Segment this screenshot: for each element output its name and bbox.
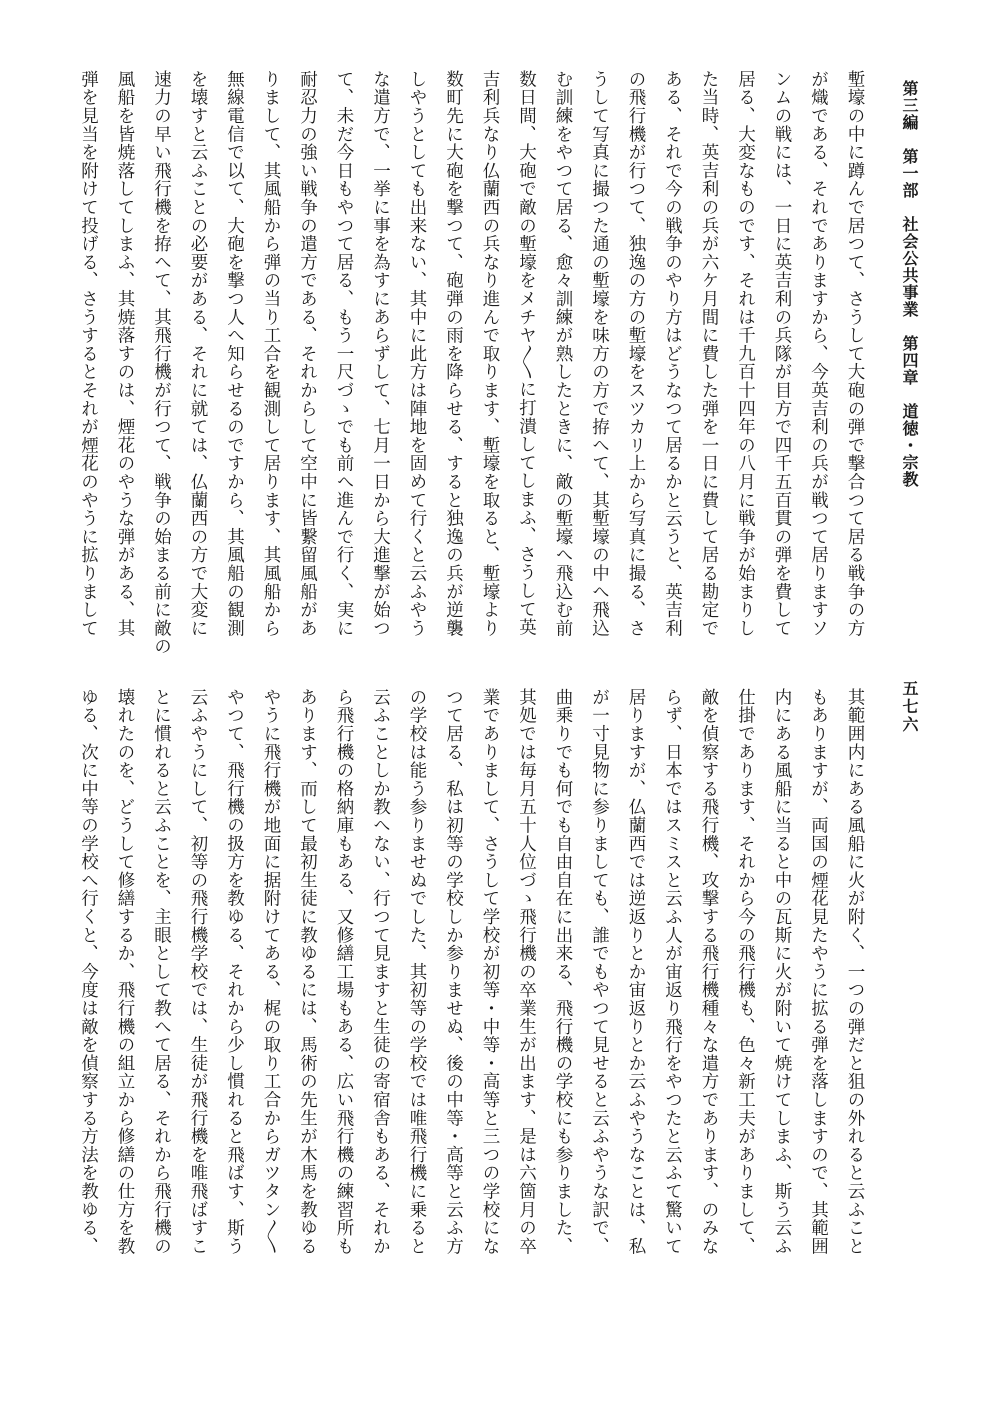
- page-number: 五七六: [900, 680, 919, 734]
- text-column: 業でありまして、さうして学校が初等・中等・高等と三つの学校にな: [480, 688, 500, 1256]
- text-column: とに慣れると云ふことを、主眼として教へて居る、それから飛行機の: [151, 688, 172, 1256]
- text-column: もありますが、両国の煙花見たやうに拡る弾を落しますので、其範囲: [808, 688, 829, 1256]
- running-header: 第三編 第一部 社会公共事業 第四章 道徳・宗教: [900, 80, 919, 488]
- text-column: 弾を見当を附けて投げる、さうするとそれが煙花のやうに拡りまして: [78, 70, 99, 638]
- text-column: 云ふやうにして、初等の飛行機学校では、生徒が飛行機を唯飛ばすこ: [188, 688, 208, 1256]
- text-column: 其範囲内にある風船に火が附く、一つの弾だと狙の外れると云ふこと: [845, 688, 865, 1256]
- text-column: 居りますが、仏蘭西では逆返りとか宙返りとか云ふやうなことは、私: [626, 688, 646, 1256]
- text-column: 数町先に大砲を撃つて、砲弾の雨を降らせる、すると独逸の兵が逆襲: [443, 70, 464, 638]
- text-column: 数日間、大砲で敵の塹壕をメチヤ〳〵に打潰してしまふ、さうして英: [516, 70, 537, 637]
- text-column: しやうとしても出来ない、其中に此方は陣地を固めて行くと云ふやう: [407, 70, 427, 638]
- text-column: 居る、大変なものです、それは千九百十四年の八月に戦争が始まりし: [735, 70, 756, 638]
- text-column: の飛行機が行つて、独逸の方の塹壕をスツカリ上から写真に撮る、さ: [626, 70, 646, 638]
- text-column: ンムの戦には、一日に英吉利の兵隊が目方で四千五百貫の弾を費して: [772, 70, 792, 638]
- text-column: りまして、其風船から弾の当り工合を観測して居ります、其風船から: [261, 70, 281, 638]
- lower-text-block: [70, 688, 873, 1336]
- text-column: た当時、英吉利の兵が六ケ月間に費した弾を一日に費して居る勘定で: [699, 70, 719, 638]
- text-column: あります、而して最初生徒に教ゆるには、馬術の先生が木馬を教ゆる: [297, 688, 318, 1256]
- text-column: な遣方で、一挙に事を為すにあらずして、七月一日から大進撃が始つ: [370, 70, 391, 638]
- text-column: やつて、飛行機の扱方を教ゆる、それから少し慣れると飛ばす、斯う: [224, 688, 245, 1256]
- text-column: て、未だ今日もやつて居る、もう一尺づゝでも前へ進んで行く、実に: [334, 70, 354, 638]
- text-column: 内にある風船に当ると中の瓦斯に火が附いて焼けてしまふ、斯う云ふ: [772, 688, 792, 1256]
- text-column: 無線電信で以て、大砲を撃つ人へ知らせるのですから、其風船の観測: [224, 70, 245, 638]
- upper-text-block: [70, 70, 873, 656]
- text-column: つて居る、私は初等の学校しか参りませぬ、後の中等・高等と云ふ方: [443, 688, 464, 1256]
- text-column: 速力の早い飛行機を拵へて、其飛行機が行つて、戦争の始まる前に敵の: [151, 70, 172, 656]
- text-column: が熾である、それでありますから、今英吉利の兵が戦つて居りますソ: [808, 70, 829, 638]
- text-column: 云ふことしか教へない、行つて見ますと生徒の寄宿舎もある、それか: [370, 688, 391, 1256]
- text-column: うして写真に撮つた通の塹壕を味方の方で拵へて、其塹壕の中へ飛込: [589, 70, 610, 638]
- text-column: む訓練をやつて居る、愈々訓練が熟したときに、敵の塹壕へ飛込む前: [553, 70, 573, 638]
- text-column: 其処では毎月五十人位づゝ飛行機の卒業生が出ます、是は六箇月の卒: [516, 688, 537, 1256]
- text-column: を壊すと云ふことの必要がある、それに就ては、仏蘭西の方で大変に: [188, 70, 208, 638]
- text-column: やうに飛行機が地面に据附けてある、梶の取り工合からガツタン〳〵: [261, 688, 281, 1255]
- text-column: らず、日本ではスミスと云ふ人が宙返り飛行をやつたと云ふて驚いて: [662, 688, 683, 1256]
- text-column: が一寸見物に参りましても、誰でもやつて見せると云ふやうな訳で、: [589, 688, 610, 1256]
- text-column: の学校は能う参りませぬでした、其初等の学校では唯飛行機に乗ると: [407, 688, 427, 1256]
- text-column: 吉利兵なり仏蘭西の兵なり進んで取ります、塹壕を取ると、塹壕より: [480, 70, 500, 638]
- text-column: 風船を皆焼落してしまふ、其焼落すのは、煙花のやうな弾がある、其: [115, 70, 135, 638]
- text-column: ゆる、次に中等の学校へ行くと、今度は敵を偵察する方法を教ゆる、: [78, 688, 99, 1256]
- text-column: ら飛行機の格納庫もある、又修繕工場もある、広い飛行機の練習所も: [334, 688, 354, 1256]
- text-column: 塹壕の中に蹲んで居つて、さうして大砲の弾で撃合つて居る戦争の方: [845, 70, 865, 638]
- text-column: 壊れたのを、どうして修繕するか、飛行機の組立から修繕の仕方を教: [115, 688, 135, 1256]
- text-column: 仕掛であります、それから今の飛行機も、色々新工夫がありまして、: [735, 688, 756, 1256]
- text-column: 敵を偵察する飛行機、攻撃する飛行機種々な遣方であります、のみな: [699, 688, 719, 1256]
- text-column: 耐忍力の強い戦争の遣方である、それからして空中に皆繋留風船があ: [297, 70, 318, 638]
- text-column: ある、それで今の戦争のやり方はどうなつて居るかと云うと、英吉利: [662, 70, 683, 638]
- text-column: 曲乗りでも何でも自由自在に出来る、飛行機の学校にも参りました、: [553, 688, 573, 1256]
